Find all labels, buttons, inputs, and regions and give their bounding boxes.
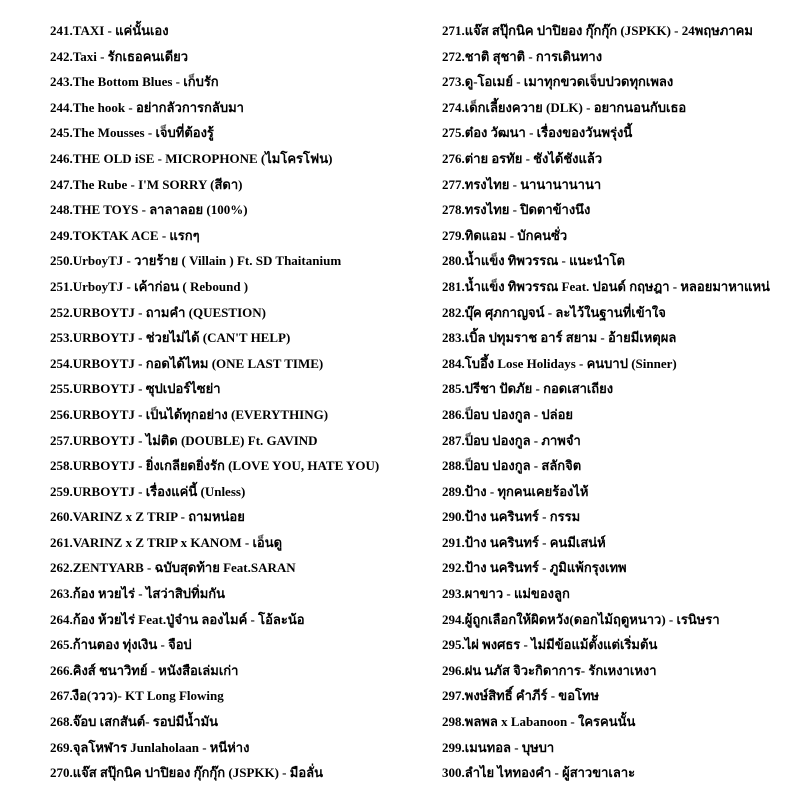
song-list-item: 285.ปรีชา ปัดภัย - กอดเสาเถียง [442,381,614,397]
song-list-item: 291.ป้าง นครินทร์ - คนมีเสน่ห์ [442,534,606,550]
song-list-item: 244.The hook - อย่ากลัวการกลับมา [50,99,244,115]
song-list-item: 289.ป้าง - ทุกคนเคยร้องไห้ [442,483,589,499]
song-list-item: 295.ไผ่ พงศธร - ไม่มีข้อแม้ตั้งแต่เริ่มต้น [442,637,658,653]
song-list-item: 273.ดู-โอเมย์ - เมาทุกขวดเจ็บปวดทุกเพลง [442,74,674,90]
song-list-item: 296.ฝน นภัส จิวะกิดาการ- รักเหงาเหงา [442,662,657,678]
song-list-item: 264.ก้อง ห้วยไร่ Feat.ปู่จ๋าน ลองไมค์ - โอ้ละน้อ [50,611,305,627]
song-list-item: 300.ลำไย ไหทองคำ - ผู้สาวขาเลาะ [442,765,636,781]
song-list-item: 258.URBOYTJ - ยิ่งเกลียดยิ่งรัก (LOVE YOU, HATE YOU) [50,458,380,474]
song-list-item: 251.UrboyTJ - เค้าก่อน ( Rebound ) [50,278,249,294]
song-list-item: 286.ป็อบ ปองกูล - ปล่อย [442,406,574,422]
song-list-item: 269.จุลโหฬาร Junlaholaan - หนีห่าง [50,739,250,755]
song-list-item: 298.พลพล x Labanoon - ใครคนนั้น [442,714,636,730]
song-list-item: 282.บุ๊ค ศุภกาญจน์ - ละไว้ในฐานที่เข้าใจ [442,304,666,320]
song-list-item: 265.ก้านตอง ทุ่งเงิน - จือบ่ [50,637,192,653]
song-list-item: 243.The Bottom Blues - เก็บรัก [50,74,219,90]
song-list-item: 271.แจ๊ส สปุ๊กนิค ปาปิยอง กุ๊กกุ๊ก (JSPKK) - 24พฤษภาคม [442,23,753,38]
song-list-item: 266.คิงส์ ชนาวิทย์ - หนังสือเล่มเก่า [50,662,239,678]
song-list-item: 259.URBOYTJ - เรื่องแค่นี้ (Unless) [50,483,246,499]
song-list-item: 279.ทิดแอม - บักคนซั่ว [442,227,568,243]
song-list-item: 257.URBOYTJ - ไม่ติด (DOUBLE) Ft. GAVIND [50,432,318,448]
song-list-item: 241.TAXI - แค่นั้นเอง [50,23,169,38]
song-list-item: 254.URBOYTJ - กอดได้ไหม (ONE LAST TIME) [50,355,324,371]
song-list-item: 253.URBOYTJ - ช่วยไม่ได้ (CAN'T HELP) [50,330,291,346]
song-list-item: 262.ZENTYARB - ฉบับสุดท้าย Feat.SARAN [50,560,296,576]
song-list-item: 292.ป้าง นครินทร์ - ภูมิแพ้กรุงเทพ [442,560,627,576]
song-list-item: 247.The Rube - I'M SORRY (สีดา) [50,176,243,192]
song-list-item: 283.เบิ้ล ปทุมราช อาร์ สยาม - อ้ายมีเหตุผล [442,330,677,346]
song-list-item: 249.TOKTAK ACE - แรกๆ [50,227,200,243]
song-list-item: 245.The Mousses - เจ็บที่ต้องรู้ [50,125,214,141]
song-list-item: 272.ชาติ สุชาติ - การเดินทาง [442,48,603,64]
song-list-item: 281.น้ำแข็ง ทิพวรรณ Feat. ปอนด์ กฤษฎา - หลอยมาหาแหน่ [442,278,770,294]
song-list-item: 288.ป็อบ ปองกูล - สลักจิต [442,458,582,474]
song-list-item: 256.URBOYTJ - เป็นได้ทุกอย่าง (EVERYTHING) [50,406,329,422]
song-list-item: 246.THE OLD iSE - MICROPHONE (ไมโครโฟน) [50,150,333,166]
song-list-item: 270.แจ๊ส สปุ๊กนิค ปาปิยอง กุ๊กกุ๊ก (JSPKK) - มือลั่น [50,765,323,781]
song-list-item: 275.ต๋อง วัฒนา - เรื่องของวันพรุ่งนี้ [442,125,633,141]
song-list-item: 268.จ๊อบ เสกสันต์- รอบ่มีน้ำมัน [50,714,219,730]
song-list-item: 294.ผู้ถูกเลือกให้ผิดหวัง(ดอกไม้ฤดูหนาว) - เรนิษรา [442,611,720,627]
song-list-item: 280.น้ำแข็ง ทิพวรรณ - แนะนำโต [442,253,625,269]
song-list-item: 293.ผาขาว - แม่ของลูก [442,586,570,602]
song-list-left-column [50,18,430,786]
song-list-item: 252.URBOYTJ - ถามคำ (QUESTION) [50,304,266,320]
song-list-item: 290.ป้าง นครินทร์ - กรรม [442,509,581,525]
song-list-item: 248.THE TOYS - ลาลาลอย (100%) [50,202,248,218]
song-list-right-column [442,18,798,786]
song-list-item: 278.ทรงไทย - ปิดตาข้างนึง [442,202,591,218]
song-list-item: 287.ป็อบ ปองกูล - ภาพจำ [442,432,581,448]
song-list-item: 260.VARINZ x Z TRIP - ถามหน่อย [50,509,245,525]
song-list-item: 276.ต่าย อรทัย - ชังได้ชังแล้ว [442,150,603,166]
song-list-item: 261.VARINZ x Z TRIP x KANOM - เอ็นดู [50,534,283,550]
song-list-item: 250.UrboyTJ - วายร้าย ( Villain ) Ft. SD Thaitanium [50,253,342,269]
song-list-item: 277.ทรงไทย - นานานานานา [442,176,602,192]
song-list-item: 255.URBOYTJ - ซุปเปอร์ไซย่า [50,381,221,397]
song-list-item: 297.พงษ์สิทธิ์ คำภีร์ - ขอโทษ [442,688,600,704]
song-list-item: 263.ก้อง หวยไร่ - ไสว่าสิบ่ทิ่มกัน [50,586,226,602]
song-list-item: 299.เมนทอล - บุษบา [442,739,555,755]
song-list-item: 267.งือ(ววว)- KT Long Flowing [50,688,224,704]
song-list-item: 274.เด็กเลี้ยงควาย (DLK) - อยากนอนกับเธอ [442,99,687,115]
song-list-item: 242.Taxi - รักเธอคนเดียว [50,48,189,64]
song-list-item: 284.โบอึ้ง Lose Holidays - คนบาป (Sinner) [442,355,677,371]
